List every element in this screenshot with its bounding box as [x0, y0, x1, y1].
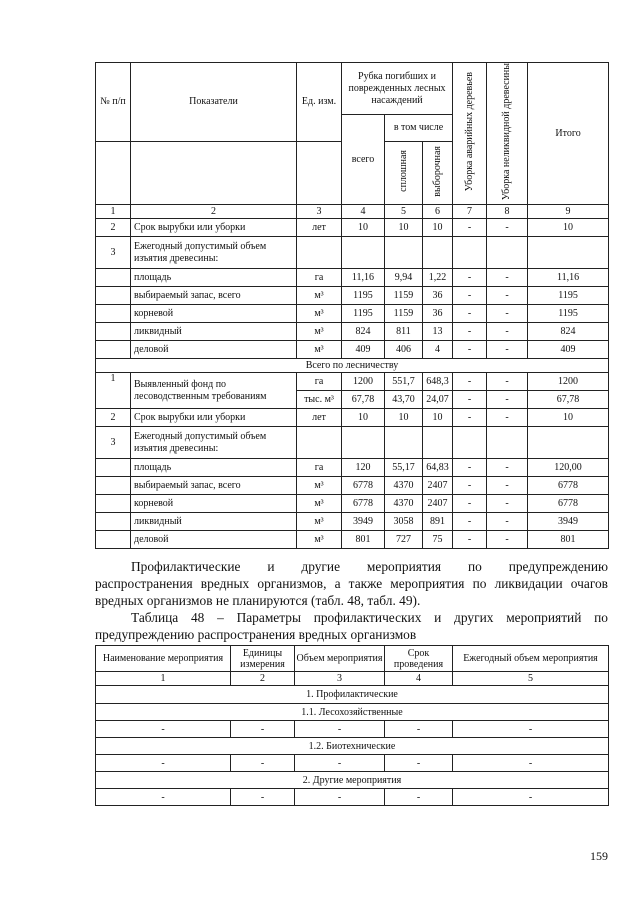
- value-emergency: -: [453, 495, 487, 513]
- value-selective: 64,83: [423, 459, 453, 477]
- table-row: [96, 459, 609, 477]
- value-clear: 10: [385, 219, 423, 237]
- value-selective: 1,22: [423, 269, 453, 287]
- value-illiquid: -: [487, 495, 528, 513]
- row-num: [96, 269, 131, 287]
- table-row: [96, 323, 609, 341]
- t48-index-cell: 4: [385, 672, 453, 686]
- t48-index-cell: 2: [231, 672, 295, 686]
- row-indicator: деловой: [131, 341, 297, 359]
- t48-index-cell: 5: [453, 672, 609, 686]
- row-indicator: корневой: [131, 305, 297, 323]
- row-unit: м³: [297, 477, 342, 495]
- row-unit: м³: [297, 495, 342, 513]
- value-illiquid: -: [487, 323, 528, 341]
- header-including: в том числе: [385, 115, 453, 142]
- header-blank-indicators: [131, 142, 297, 205]
- row-num: [96, 323, 131, 341]
- row-indicator: площадь: [131, 269, 297, 287]
- value-total-all: 120: [342, 459, 385, 477]
- table-row: [96, 341, 609, 359]
- row-unit: лет: [297, 409, 342, 427]
- index-cell: 7: [453, 205, 487, 219]
- row-unit: м³: [297, 323, 342, 341]
- value-total: 801: [528, 531, 609, 549]
- paragraph-line-2: распространения вредных организмов, а также мероприятия по ликвидации очагов: [95, 576, 608, 591]
- row-indicator: ликвидный: [131, 513, 297, 531]
- table-row: [96, 373, 609, 391]
- table-row: [96, 531, 609, 549]
- value-total: 1200: [528, 373, 609, 391]
- value-clear: 4370: [385, 495, 423, 513]
- value-clear: 1159: [385, 287, 423, 305]
- table-row: [96, 427, 609, 459]
- index-cell: 1: [96, 205, 131, 219]
- header-emergency-text: Уборка аварийных деревьев: [463, 71, 475, 192]
- value-illiquid: -: [487, 409, 528, 427]
- value-total: 120,00: [528, 459, 609, 477]
- index-cell: 5: [385, 205, 423, 219]
- value-emergency: -: [453, 477, 487, 495]
- paragraph-line-1: Профилактические и другие мероприятия по предупреждению: [131, 559, 608, 574]
- header-emergency: [453, 63, 487, 205]
- header-illiquid: [487, 63, 528, 205]
- header-indicators: Показатели: [131, 63, 297, 142]
- row-num: 3: [96, 237, 131, 269]
- value-total-all: 11,16: [342, 269, 385, 287]
- t48-cell: -: [385, 755, 453, 772]
- value-total-all: [342, 427, 385, 459]
- value-total-all: 6778: [342, 495, 385, 513]
- value-selective: 10: [423, 409, 453, 427]
- value-selective: 2407: [423, 495, 453, 513]
- table-row: [96, 409, 609, 427]
- row-unit: тыс. м³: [297, 391, 342, 409]
- row-indicator: Выявленный фонд по лесоводственным требованиям: [131, 373, 297, 409]
- index-row: [96, 205, 609, 219]
- value-emergency: -: [453, 513, 487, 531]
- table-row: [96, 513, 609, 531]
- value-illiquid: -: [487, 459, 528, 477]
- row-indicator: Срок вырубки или уборки: [131, 219, 297, 237]
- value-illiquid: -: [487, 305, 528, 323]
- header-total: Итого: [528, 63, 609, 205]
- paragraph-line-3: вредных организмов не планируются (табл. 48, табл. 49).: [95, 593, 421, 608]
- value-clear: 10: [385, 409, 423, 427]
- value-illiquid: -: [487, 513, 528, 531]
- value-total: 1195: [528, 305, 609, 323]
- value-emergency: -: [453, 305, 487, 323]
- t48-cell: -: [453, 721, 609, 738]
- value-selective: 36: [423, 305, 453, 323]
- t48-cell: -: [231, 721, 295, 738]
- table-row: [96, 477, 609, 495]
- t48-row: [96, 721, 609, 738]
- table48-caption-line-1: Таблица 48 – Параметры профилактических и других мероприятий по: [131, 610, 608, 625]
- value-emergency: -: [453, 219, 487, 237]
- value-clear: 406: [385, 341, 423, 359]
- row-indicator: ликвидный: [131, 323, 297, 341]
- value-total: [528, 237, 609, 269]
- value-selective: [423, 427, 453, 459]
- value-clear: [385, 427, 423, 459]
- value-total-all: 6778: [342, 477, 385, 495]
- table-row: [96, 237, 609, 269]
- paragraph-text: [95, 558, 608, 609]
- value-total: 67,78: [528, 391, 609, 409]
- t48-header-cell: Объем мероприятия: [295, 646, 385, 672]
- row-num: [96, 513, 131, 531]
- row-unit: [297, 237, 342, 269]
- index-cell: 8: [487, 205, 528, 219]
- t48-header-cell: Ежегодный объем мероприятия: [453, 646, 609, 672]
- index-cell: 2: [131, 205, 297, 219]
- row-num: [96, 305, 131, 323]
- table-row: [96, 219, 609, 237]
- t48-cell: -: [295, 789, 385, 806]
- t48-section-label: 1.1. Лесохозяйственные: [96, 704, 609, 721]
- value-total-all: 1195: [342, 305, 385, 323]
- row-num: [96, 341, 131, 359]
- value-total: 409: [528, 341, 609, 359]
- value-total-all: [342, 237, 385, 269]
- row-num: 2: [96, 219, 131, 237]
- value-total-all: 10: [342, 409, 385, 427]
- value-total-all: 10: [342, 219, 385, 237]
- t48-index-row: [96, 672, 609, 686]
- t48-cell: -: [385, 721, 453, 738]
- t48-cell: -: [96, 755, 231, 772]
- value-selective: 4: [423, 341, 453, 359]
- value-total: 3949: [528, 513, 609, 531]
- row-num: 1: [96, 373, 131, 409]
- t48-header-row: [96, 646, 609, 672]
- table-row: [96, 287, 609, 305]
- header-clear-text: сплошная: [397, 150, 409, 193]
- value-clear: 727: [385, 531, 423, 549]
- table48-caption: [95, 609, 608, 643]
- value-emergency: -: [453, 341, 487, 359]
- t48-row: [96, 789, 609, 806]
- row-num: [96, 459, 131, 477]
- row-unit: га: [297, 269, 342, 287]
- value-clear: [385, 237, 423, 269]
- header-felling-group: Рубка погибших и поврежденных лесных насаждений: [342, 63, 453, 115]
- value-illiquid: -: [487, 269, 528, 287]
- row-unit: м³: [297, 513, 342, 531]
- row-num: [96, 495, 131, 513]
- value-total: 824: [528, 323, 609, 341]
- row-unit: м³: [297, 287, 342, 305]
- t48-section-row: [96, 704, 609, 721]
- header-unit: Ед. изм.: [297, 63, 342, 142]
- t48-header-cell: Наименование мероприятия: [96, 646, 231, 672]
- row-unit: лет: [297, 219, 342, 237]
- value-clear: 43,70: [385, 391, 423, 409]
- value-clear: 551,7: [385, 373, 423, 391]
- t48-section-row: [96, 738, 609, 755]
- row-unit: га: [297, 373, 342, 391]
- header-selective-text: выборочная: [431, 145, 443, 197]
- prevention-measures-table: [95, 645, 609, 806]
- row-unit: [297, 427, 342, 459]
- t48-cell: -: [453, 789, 609, 806]
- row-num: [96, 287, 131, 305]
- value-total: 11,16: [528, 269, 609, 287]
- index-cell: 9: [528, 205, 609, 219]
- t48-cell: -: [295, 721, 385, 738]
- value-total-all: 801: [342, 531, 385, 549]
- t48-section-row: [96, 686, 609, 704]
- value-emergency: -: [453, 287, 487, 305]
- value-selective: 891: [423, 513, 453, 531]
- row-indicator: выбираемый запас, всего: [131, 477, 297, 495]
- value-total: 10: [528, 219, 609, 237]
- t48-index-cell: 1: [96, 672, 231, 686]
- value-selective: 24,07: [423, 391, 453, 409]
- row-indicator: корневой: [131, 495, 297, 513]
- row-indicator: площадь: [131, 459, 297, 477]
- row-indicator: Срок вырубки или уборки: [131, 409, 297, 427]
- value-total: [528, 427, 609, 459]
- row-indicator: Ежегодный допустимый объем изъятия древесины:: [131, 237, 297, 269]
- t48-section-label: 1.2. Биотехнические: [96, 738, 609, 755]
- value-total-all: 409: [342, 341, 385, 359]
- value-emergency: -: [453, 373, 487, 391]
- header-clear: [385, 142, 423, 205]
- t48-row: [96, 755, 609, 772]
- t48-cell: -: [295, 755, 385, 772]
- t48-cell: -: [385, 789, 453, 806]
- value-total-all: 67,78: [342, 391, 385, 409]
- forest-felling-table: [95, 62, 609, 549]
- forestry-total-row: [96, 359, 609, 373]
- t48-cell: -: [96, 721, 231, 738]
- value-clear: 55,17: [385, 459, 423, 477]
- value-selective: 648,3: [423, 373, 453, 391]
- value-total: 6778: [528, 495, 609, 513]
- value-illiquid: -: [487, 287, 528, 305]
- value-illiquid: -: [487, 531, 528, 549]
- t48-cell: -: [96, 789, 231, 806]
- value-clear: 811: [385, 323, 423, 341]
- index-cell: 3: [297, 205, 342, 219]
- t48-header-cell: Срок проведения: [385, 646, 453, 672]
- row-unit: м³: [297, 341, 342, 359]
- value-total-all: 824: [342, 323, 385, 341]
- value-illiquid: [487, 427, 528, 459]
- value-emergency: -: [453, 409, 487, 427]
- row-unit: м³: [297, 531, 342, 549]
- value-clear: 9,94: [385, 269, 423, 287]
- value-clear: 1159: [385, 305, 423, 323]
- value-illiquid: -: [487, 373, 528, 391]
- value-selective: [423, 237, 453, 269]
- value-total-all: 3949: [342, 513, 385, 531]
- value-total: 1195: [528, 287, 609, 305]
- t48-section-row: [96, 772, 609, 789]
- header-illiquid-text: Уборка неликвидной древесины: [501, 63, 513, 201]
- header-blank-num: [96, 142, 131, 205]
- value-clear: 3058: [385, 513, 423, 531]
- header-selective: [423, 142, 453, 205]
- row-indicator: деловой: [131, 531, 297, 549]
- t48-section-label: 1. Профилактические: [96, 686, 609, 704]
- value-illiquid: -: [487, 341, 528, 359]
- table48-caption-line-2: предупреждению распространения вредных организмов: [95, 627, 417, 642]
- page-number: 159: [590, 849, 608, 863]
- header-num: № п/п: [96, 63, 131, 142]
- t48-index-cell: 3: [295, 672, 385, 686]
- t48-cell: -: [231, 755, 295, 772]
- row-num: [96, 477, 131, 495]
- value-clear: 4370: [385, 477, 423, 495]
- index-cell: 6: [423, 205, 453, 219]
- t48-cell: -: [231, 789, 295, 806]
- table-row: [96, 269, 609, 287]
- t48-section-label: 2. Другие мероприятия: [96, 772, 609, 789]
- value-selective: 75: [423, 531, 453, 549]
- value-selective: 13: [423, 323, 453, 341]
- value-total: 6778: [528, 477, 609, 495]
- value-selective: 10: [423, 219, 453, 237]
- header-blank-unit: [297, 142, 342, 205]
- value-total-all: 1195: [342, 287, 385, 305]
- forestry-total-label: Всего по лесничеству: [96, 359, 609, 373]
- value-total-all: 1200: [342, 373, 385, 391]
- value-emergency: [453, 427, 487, 459]
- value-emergency: -: [453, 391, 487, 409]
- row-num: 2: [96, 409, 131, 427]
- row-unit: м³: [297, 305, 342, 323]
- value-emergency: -: [453, 269, 487, 287]
- row-unit: га: [297, 459, 342, 477]
- row-indicator: выбираемый запас, всего: [131, 287, 297, 305]
- row-indicator: Ежегодный допустимый объем изъятия древесины:: [131, 427, 297, 459]
- row-num: [96, 531, 131, 549]
- value-emergency: -: [453, 459, 487, 477]
- value-emergency: [453, 237, 487, 269]
- value-total: 10: [528, 409, 609, 427]
- value-illiquid: -: [487, 477, 528, 495]
- value-emergency: -: [453, 531, 487, 549]
- header-total-all: всего: [342, 115, 385, 205]
- value-illiquid: [487, 237, 528, 269]
- value-selective: 2407: [423, 477, 453, 495]
- value-illiquid: -: [487, 391, 528, 409]
- value-selective: 36: [423, 287, 453, 305]
- value-emergency: -: [453, 323, 487, 341]
- value-illiquid: -: [487, 219, 528, 237]
- row-num: 3: [96, 427, 131, 459]
- table-row: [96, 305, 609, 323]
- t48-header-cell: Единицы измерения: [231, 646, 295, 672]
- index-cell: 4: [342, 205, 385, 219]
- t48-cell: -: [453, 755, 609, 772]
- table-row: [96, 495, 609, 513]
